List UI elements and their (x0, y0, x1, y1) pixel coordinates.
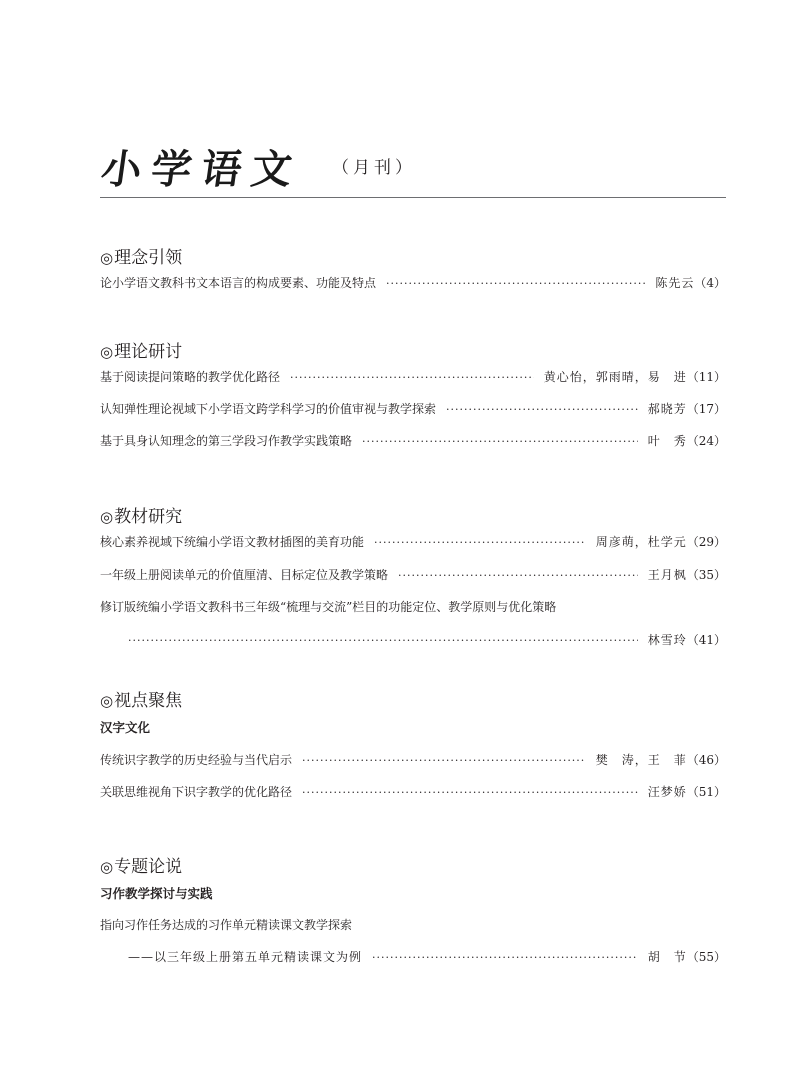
toc-entry[interactable] (100, 400, 726, 418)
leader-dots (386, 277, 645, 290)
toc-entry[interactable] (100, 368, 726, 386)
leader-dots (362, 435, 638, 448)
toc-entry[interactable] (100, 751, 726, 769)
entry-title: 关联思维视角下识字教学的优化路径 (100, 785, 293, 799)
entry-page: （55） (686, 950, 726, 964)
leader-dots (302, 754, 586, 767)
entry-page: （51） (686, 785, 726, 799)
toc-entry[interactable] (100, 432, 726, 450)
entry-page: （46） (686, 753, 726, 767)
leader-dots (290, 371, 534, 384)
entry-author: 周彦萌，杜学元 (595, 535, 687, 549)
entry-page: （4） (694, 276, 726, 290)
leader-dots (128, 634, 638, 647)
entry-title: 核心素养视域下统编小学语文教材插图的美育功能 (100, 535, 365, 549)
entry-title: 论小学语文教科书文本语言的构成要素、功能及特点 (100, 276, 377, 290)
entry-author: 陈先云 (655, 276, 695, 290)
entry-title: 传统识字教学的历史经验与当代启示 (100, 753, 293, 767)
entry-title: 认知弹性理论视域下小学语文跨学科学习的价值审视与教学探索 (100, 402, 437, 416)
subsection-heading: 习作教学探讨与实践 (100, 886, 213, 901)
entry-author: 樊 涛，王 菲 (595, 753, 687, 767)
section-heading-lininian: ◎理念引领 (100, 248, 183, 268)
double-circle-icon: ◎ (100, 249, 114, 267)
entry-title-long[interactable]: 修订版统编小学语文教科书三年级“梳理与交流”栏目的功能定位、教学原则与优化策略 (100, 600, 557, 614)
section-heading-shidian: ◎视点聚焦 (100, 691, 183, 711)
entry-page: （35） (686, 568, 726, 582)
entry-page: （29） (686, 535, 726, 549)
entry-author: 郝晓芳 (647, 402, 687, 416)
toc-entry[interactable] (100, 533, 726, 551)
entry-author: 林雪玲 (647, 633, 687, 647)
double-circle-icon: ◎ (100, 343, 114, 361)
leader-dots (398, 569, 638, 582)
entry-title-long[interactable]: 指向习作任务达成的习作单元精读课文教学探索 (100, 918, 353, 932)
entry-author: 黄心怡，郭雨晴，易 进 (543, 370, 687, 384)
journal-title-logo: 小学语文 (98, 147, 305, 193)
entry-subtitle: ——以三年级上册第五单元精读课文为例 (128, 950, 363, 964)
entry-page: （24） (686, 434, 726, 448)
leader-dots (374, 536, 586, 549)
entry-author: 胡 节 (647, 950, 687, 964)
entry-page: （41） (686, 633, 726, 647)
subsection-heading: 汉字文化 (100, 720, 151, 735)
toc-entry[interactable] (100, 566, 726, 584)
entry-author: 汪梦娇 (647, 785, 687, 799)
toc-entry-continuation[interactable] (100, 631, 726, 649)
entry-page: （11） (686, 370, 726, 384)
toc-entry-continuation[interactable] (100, 948, 726, 966)
leader-dots (446, 403, 638, 416)
entry-author: 王月枫 (647, 568, 687, 582)
leader-dots (372, 951, 638, 964)
toc-entry[interactable] (100, 274, 726, 292)
entry-page: （17） (686, 402, 726, 416)
leader-dots (302, 786, 638, 799)
masthead-rule (100, 197, 726, 198)
double-circle-icon: ◎ (100, 692, 114, 710)
double-circle-icon: ◎ (100, 858, 114, 876)
journal-subtitle: （月刊） (332, 158, 416, 178)
entry-title: 基于阅读提问策略的教学优化路径 (100, 370, 281, 384)
section-heading-lilun: ◎理论研讨 (100, 342, 183, 362)
toc-entry[interactable] (100, 783, 726, 801)
masthead (100, 136, 726, 198)
section-heading-jiaocai: ◎教材研究 (100, 507, 183, 527)
entry-title: 基于具身认知理念的第三学段习作教学实践策略 (100, 434, 353, 448)
section-heading-zhuanti: ◎专题论说 (100, 857, 183, 877)
entry-author: 叶 秀 (647, 434, 687, 448)
double-circle-icon: ◎ (100, 508, 114, 526)
entry-title: 一年级上册阅读单元的价值厘清、目标定位及教学策略 (100, 568, 389, 582)
